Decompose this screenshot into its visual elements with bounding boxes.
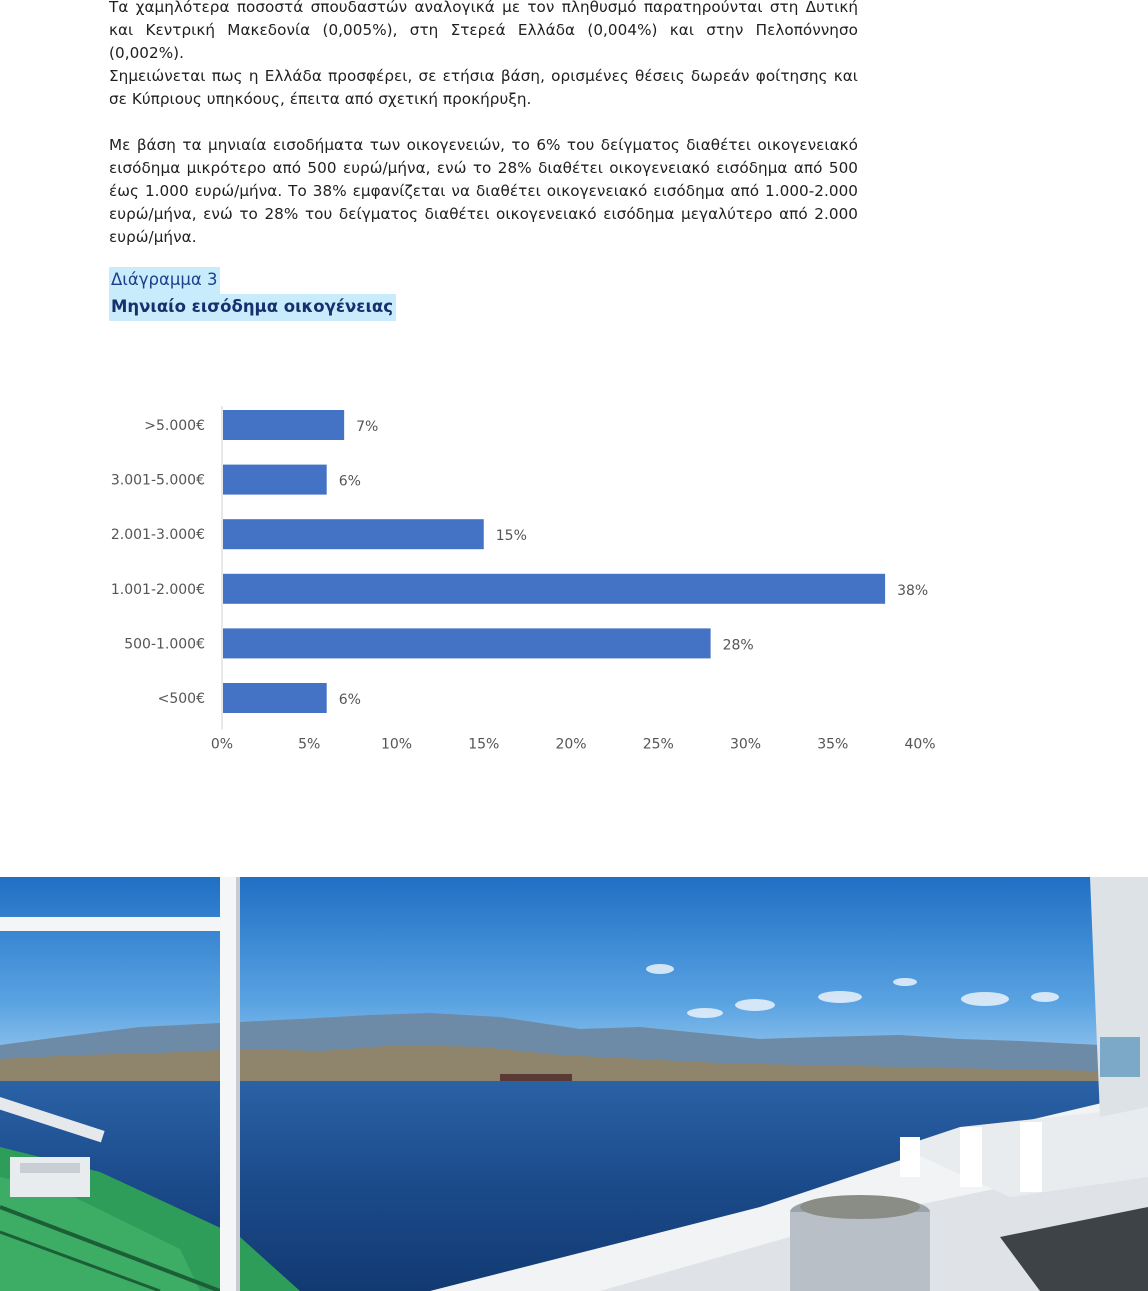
x-tick-label-8: 40%: [904, 736, 936, 753]
x-tick-label-4: 20%: [555, 736, 587, 753]
x-tick-label-2: 10%: [380, 736, 413, 753]
x-tick-label-1: 5%: [298, 736, 321, 753]
value-label-0: 7%: [356, 419, 379, 435]
paragraph-cyprus-places: Σημειώνεται πως η Ελλάδα προσφέρει, σε ετήσια βάση, ορισμένες θέσεις δωρεάν φοίτησης και σε Κύπριους υπηκόους, έπειτα από σχετική προκήρυξη.: [109, 67, 858, 108]
distant-ship: [500, 1074, 572, 1081]
bar-0: [223, 410, 344, 440]
ship-deck-sea-photo: [0, 877, 1148, 1291]
category-label-4: 500-1.000€: [124, 636, 205, 653]
category-label-0: >5.000€: [144, 418, 205, 434]
category-label-5: <500€: [157, 691, 205, 707]
value-label-3: 38%: [897, 582, 929, 599]
chart-caption-number: Διάγραμμα 3: [109, 267, 220, 294]
value-label-1: 6%: [338, 473, 361, 490]
value-label-4: 28%: [722, 637, 754, 654]
value-label-5: 6%: [338, 692, 361, 708]
value-label-2: 15%: [495, 528, 527, 545]
income-bar-chart: [0, 380, 1148, 780]
paragraph-family-income: Με βάση τα μηνιαία εισοδήματα των οικογενειών, το 6% του δείγματος διαθέτει οικογενειακό εισόδημα μικρότερο από 500 ευρώ/μήνα, ενώ το 28% διαθέτει οικογενειακό εισόδημα από 500 έως 1.000 ευρώ/μήνα. Το 38% εμφανίζεται να διαθέτει οικογενειακό εισόδημα από 1.000-2.000 ευρώ/μήνα, ενώ το 28% του δείγματος διαθέτει οικογενειακό εισόδημα μεγαλύτερο από 2.000 ευρώ/μήνα.: [109, 136, 858, 246]
category-label-2: 2.001-3.000€: [110, 527, 205, 544]
paragraph-lowest-rates: Τα χαμηλότερα ποσοστά σπουδαστών αναλογικά με τον πληθυσμό παρατηρούνται στη Δυτική και Κεντρική Μακεδονία (0,005%), στη Στερεά Ελλάδα (0,004%) και στην Πελοπόννησο (0,002%).: [109, 0, 858, 62]
bar-4: [223, 628, 711, 658]
x-tick-label-0: 0%: [210, 736, 234, 753]
bar-5: [223, 683, 327, 713]
x-tick-label-6: 30%: [729, 736, 762, 753]
category-label-1: 3.001-5.000€: [110, 472, 205, 489]
x-tick-label-7: 35%: [817, 736, 849, 753]
chart-caption-title: Μηνιαίο εισόδημα οικογένειας: [109, 294, 396, 321]
bar-3: [223, 574, 885, 604]
bar-1: [223, 465, 327, 495]
x-tick-label-5: 25%: [642, 736, 674, 753]
x-tick-label-3: 15%: [468, 736, 500, 753]
bar-2: [223, 519, 484, 549]
category-label-3: 1.001-2.000€: [110, 581, 205, 598]
